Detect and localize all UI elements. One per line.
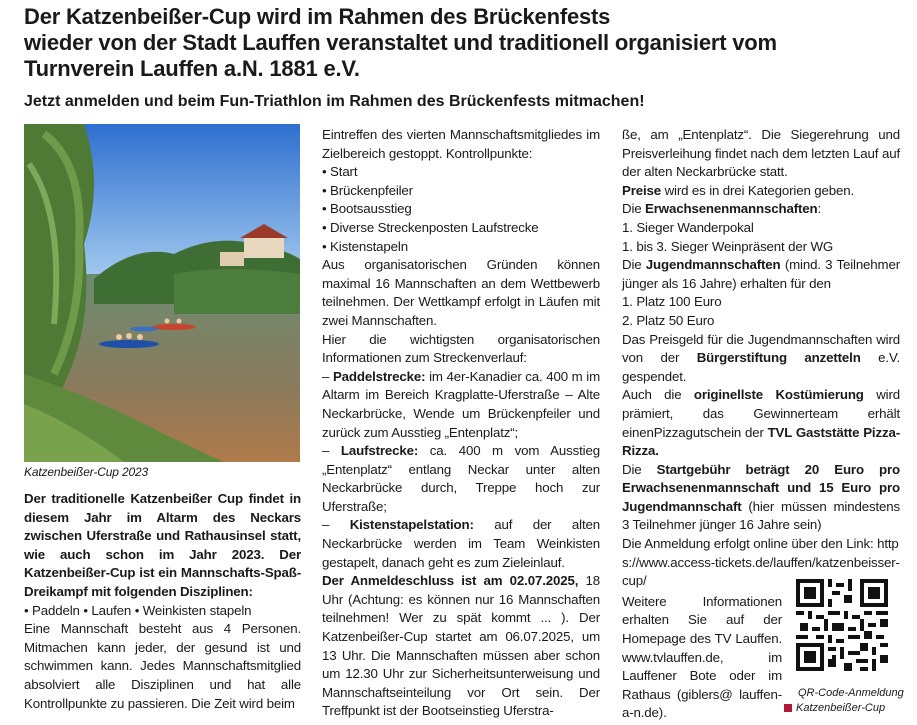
qr-caption-line-2: Katzenbeißer-Cup	[796, 702, 886, 714]
col2-info: Hier die wichtigsten organisatorischen Informationen zum Streckenverlauf:	[322, 331, 600, 366]
kostuem-line	[622, 386, 900, 460]
kisten-paragraph: – Kistenstapelstation: auf der alten Neckarbrücke werden im Team Weinkisten gestapelt, danach geht es zum Zieleinlauf.	[322, 517, 600, 570]
col1-body: Eine Mannschaft besteht aus 4 Personen. Mitmachen kann jeder, der gesund ist und schwimmen kann. Jedes Mannschaftsmitglied absolviert alle Disziplinen und hat alle Kontrollpunkte zu passieren. Die Zeit wird beim	[24, 621, 301, 711]
column-1	[24, 124, 301, 713]
headline-line-1: Der Katzenbeißer-Cup wird im Rahmen des Brückenfests	[24, 4, 611, 29]
gebuehr-line	[622, 461, 900, 535]
jug-line	[622, 256, 900, 293]
checkpoint-item: • Diverse Streckenposten Laufstrecke	[322, 219, 539, 235]
jug-post: (mind. 3 Teilnehmer jünger als 16 Jahre) erhalten für den	[622, 257, 900, 291]
jug-prize-2: 2. Platz 50 Euro	[622, 312, 715, 328]
erw-line	[622, 200, 900, 219]
deadline-paragraph	[322, 572, 600, 721]
erw-pre: Die	[622, 201, 646, 217]
qr-code[interactable]	[796, 579, 888, 671]
lauf-paragraph: – Laufstrecke: ca. 400 m vom Ausstieg „Entenplatz“ entlang Neckar unter alten Neckarbrücke durch, Treppe hoch zur Uferstraße;	[322, 443, 600, 514]
preise-bold: Preise	[622, 182, 662, 198]
col2-intro: Eintreffen des vierten Mannschaftsmitgliedes im Zielbereich gestoppt. Kontrollpunkte:	[322, 127, 600, 161]
jug-bold: Jugendmannschaften	[645, 257, 781, 273]
gebuehr-bold: Startgebühr beträgt 20 Euro pro Erwachsenenmannschaft und 15 Euro pro Jugendmannschaft	[622, 461, 901, 514]
erw-post: :	[817, 201, 822, 217]
stift-post: e.V. gespendet.	[622, 350, 900, 384]
paddel-paragraph: – Paddelstrecke: im 4er-Kanadier ca. 400 m im Altarm im Bereich Kragplatte-Uferstraße – Alte Neckarbrücke, Wende um Brückenpfeiler und zurück zum Ausstieg „Entenplatz“;	[322, 368, 601, 440]
erw-prize-2: 1. bis 3. Sieger Weinpräsent der WG	[622, 238, 834, 254]
qr-caption-line-1: QR-Code-Anmeldung	[798, 687, 904, 699]
col2-org: Aus organisatorischen Gründen können maximal 16 Mannschaften an dem Wettbewerb teilnehmen. Der Wettkampf erfolgt in Läufen mit zwei Mannschaften.	[322, 257, 600, 328]
headline-line-2: wieder von der Stadt Lauffen veranstaltet und traditionell organisiert vom	[24, 30, 777, 55]
stiftung-line	[622, 331, 900, 387]
lauf-label: Laufstrecke:	[340, 443, 419, 459]
weitere-info: Weitere Informationen erhalten Sie auf der Homepage des TV Lauffen. www.tvlauffen.de, im Lauffener Bote oder im Rathaus (giblers@ lauffen-a-n.de).	[622, 593, 782, 721]
kost-bold2: TVL Gaststätte Pizza-Rizza.	[622, 424, 900, 459]
photo-illustration	[24, 124, 300, 462]
preise-line	[622, 182, 900, 201]
erw-bold: Erwachsenenmannschaften	[645, 201, 818, 217]
kost-mid: wird prämiert, das Gewinnerteam erhält einenPizzagutschein der	[622, 387, 900, 440]
erw-prize-1: 1. Sieger Wanderpokal	[622, 219, 754, 235]
checkpoint-item: • Kistenstapeln	[322, 238, 408, 254]
deadline-bold: Der Anmeldeschluss ist am 02.07.2025,	[322, 573, 579, 589]
checkpoint-item: • Start	[322, 164, 358, 180]
canoe-river-photo	[24, 124, 300, 462]
lauf-text: ca. 400 m vom Ausstieg „Entenplatz“ entlang Neckar unter alten Neckarbrücke durch, Treppe hoch zur Uferstraße;	[322, 443, 600, 514]
qr-caption	[784, 686, 909, 716]
checkpoint-item: • Bootsausstieg	[322, 201, 412, 217]
headline-line-3: Turnverein Lauffen a.N. 1881 e.V.	[24, 56, 360, 81]
kost-bold: originellste Kostümierung	[693, 387, 864, 403]
stift-bold: Bürgerstiftung anzetteln	[696, 350, 861, 366]
jug-prize-1: 1. Platz 100 Euro	[622, 294, 722, 310]
gebuehr-post: (hier müssen mindestens 3 Teilnehmer jünger 16 Jahre sein)	[622, 498, 900, 533]
checkpoint-item: • Brückenpfeiler	[322, 182, 413, 198]
column-2	[322, 126, 600, 721]
paddel-label: Paddelstrecke:	[332, 368, 426, 384]
kost-pre: Auch die	[622, 387, 694, 403]
lead-paragraph: Der traditionelle Katzenbeißer Cup findet in diesem Jahr im Altarm des Neckars zwischen Uferstraße und Rathausinsel statt, wie auch schon im Jahr 2023. Der Katzenbeißer-Cup ist ein Mannschafts-Spaß-Dreikampf mit folgenden Disziplinen:	[24, 491, 301, 599]
preise-text: wird es in drei Kategorien geben.	[661, 182, 855, 198]
kisten-text: auf der alten Neckarbrücke werden im Team Weinkisten gestapelt, danach geht es zum Zieleinlauf.	[322, 517, 600, 570]
headline	[24, 4, 904, 82]
stift-pre: Das Preisgeld für die Jugendmannschaften wird von der	[622, 331, 900, 366]
gebuehr-pre: Die	[622, 461, 657, 477]
accent-square-icon	[784, 704, 792, 712]
qr-code-icon	[796, 579, 888, 671]
kisten-label: Kistenstapelstation:	[349, 517, 474, 533]
disciplines-line: • Paddeln • Laufen • Weinkisten stapeln	[24, 602, 252, 618]
col3-start: ße, am „Entenplatz“. Die Siegerehrung und Preisverleihung findet nach dem letzten Lauf auf der alten Neckarbrücke statt.	[622, 127, 900, 180]
photo-caption: Katzenbeißer-Cup 2023	[24, 465, 149, 479]
deadline-text: 18 Uhr (Achtung: es können nur 16 Mannschaften teilnehmen! Wer zu spät kommt ... ). Der Katzenbeißer-Cup startet am 06.07.2025, um 13 Uhr. Die Mannschaften müssen aber schon um 12.30 Uhr zur Sicherheitsunterweisung und Mannschaftseinteilung vor Ort sein. Der Treffpunkt ist der Bootseinstieg Uferstra-	[322, 573, 600, 719]
paddel-text: im 4er-Kanadier ca. 400 m im Altarm im Bereich Kragplatte-Uferstraße – Alte Neckarbrücke, Wende um Brückenpfeiler und zurück zum Ausstieg „Entenplatz“;	[322, 368, 601, 440]
subheadline: Jetzt anmelden und beim Fun-Triathlon im Rahmen des Brückenfests mitmachen!	[24, 93, 645, 110]
jug-pre: Die	[622, 257, 646, 273]
anmeldung-link-text[interactable]: Die Anmeldung erfolgt online über den Link: https://www.access-tickets.de/lauffen/katzenbeisser-cup/	[622, 536, 900, 589]
